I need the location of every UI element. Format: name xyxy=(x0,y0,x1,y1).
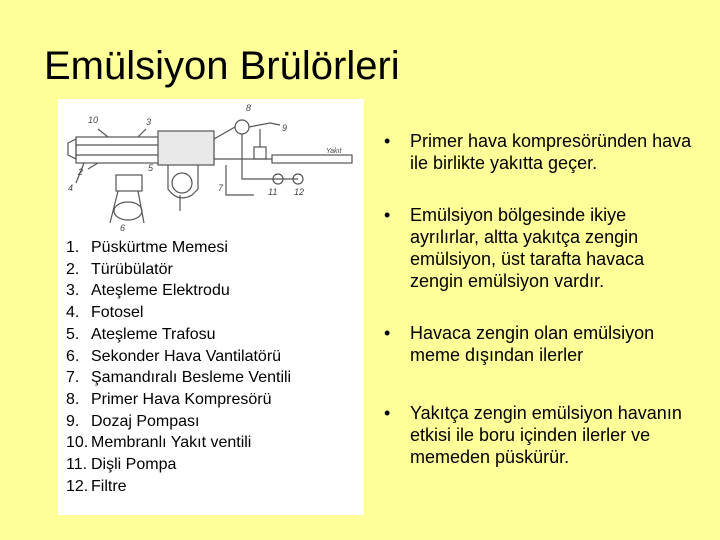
legend-text: Sekonder Hava Vantilatörü xyxy=(91,347,282,365)
legend-item xyxy=(66,367,291,389)
legend-number: 7. xyxy=(66,369,80,387)
legend-item xyxy=(66,432,291,454)
legend-text: Membranlı Yakıt ventili xyxy=(91,434,252,452)
legend-number: 6. xyxy=(66,347,80,365)
bullet-marker: • xyxy=(384,323,391,343)
bullet-marker: • xyxy=(384,205,391,225)
legend-number: 3. xyxy=(66,282,80,300)
diagram-label: 7 xyxy=(218,183,224,193)
emulsion-chamber xyxy=(158,131,214,165)
diagram-label: 8 xyxy=(246,103,252,113)
diagram-label: 2 xyxy=(78,167,84,177)
legend-item xyxy=(66,302,291,324)
bullet-marker: • xyxy=(384,131,391,151)
nozzle xyxy=(68,139,76,159)
legend-text: Dozaj Pompası xyxy=(91,412,200,430)
legend-text: Dişli Pompa xyxy=(91,456,177,474)
dosing-pump xyxy=(254,147,266,159)
legend-text: Püskürtme Memesi xyxy=(91,239,228,256)
diagram-label: 5 xyxy=(148,163,154,173)
legend-item xyxy=(66,476,291,498)
legend-number: 10. xyxy=(66,434,89,452)
legend-item xyxy=(66,411,291,433)
legend-number: 5. xyxy=(66,325,80,343)
diagram-label: 9 xyxy=(282,123,288,133)
legend-number: 11. xyxy=(66,456,88,474)
bullet-item xyxy=(380,322,695,366)
legend-text: Şamandıralı Besleme Ventili xyxy=(91,369,292,387)
compressor xyxy=(235,120,249,134)
legend-text: Ateşleme Elektrodu xyxy=(91,282,230,300)
blower xyxy=(114,202,142,220)
bullet-item xyxy=(380,204,695,292)
diagram-label: 3 xyxy=(146,117,152,127)
bullet-text: Havaca zengin olan emülsiyon meme dışından ilerler xyxy=(410,323,655,365)
legend-text: Ateşleme Trafosu xyxy=(91,325,216,343)
legend-item xyxy=(66,259,291,281)
legend-item xyxy=(66,454,291,476)
diagram-label: 10 xyxy=(88,115,99,125)
legend-item xyxy=(66,324,291,346)
legend-number: 12. xyxy=(66,477,89,495)
fan-circle xyxy=(172,173,192,193)
bullet-item xyxy=(380,130,695,174)
legend-text: Fotosel xyxy=(91,304,144,322)
bullet-text: Primer hava kompresöründen hava ile birlikte yakıtta geçer. xyxy=(410,131,692,173)
legend-item xyxy=(66,280,291,302)
bullet-text: Emülsiyon bölgesinde ikiye ayrılırlar, altta yakıtça zengin emülsiyon, üst tarafta havaca zengin emülsiyon vardır. xyxy=(410,205,645,291)
bullet-marker: • xyxy=(384,403,391,423)
legend-text: Primer Hava Kompresörü xyxy=(91,390,272,408)
burner-diagram xyxy=(58,99,364,235)
diagram-label: 11 xyxy=(268,187,278,197)
legend-number: 9. xyxy=(66,412,80,430)
diagram-label: 6 xyxy=(120,223,126,233)
legend-text: Filtre xyxy=(91,477,127,495)
diagram-label: 4 xyxy=(68,183,74,193)
legend-number: 4. xyxy=(66,304,80,322)
bullet-item xyxy=(380,402,695,468)
legend-item xyxy=(66,237,291,259)
diagram-label: 12 xyxy=(294,187,305,197)
parts-legend xyxy=(66,237,291,497)
fuel-pipe xyxy=(272,155,352,163)
transformer xyxy=(116,175,142,191)
bullet-text: Yakıtça zengin emülsiyon havanın etkisi ile boru içinden ilerler ve memeden püskürür. xyxy=(410,403,682,467)
diagram-label: Yakıt xyxy=(326,148,342,155)
legend-number: 1. xyxy=(66,239,80,256)
legend-text: Türübülatör xyxy=(91,260,173,278)
slide-title: Emülsiyon Brülörleri xyxy=(44,44,400,88)
legend-number: 8. xyxy=(66,390,80,408)
legend-number: 2. xyxy=(66,260,80,278)
burner-figure xyxy=(58,99,364,515)
bullet-list xyxy=(380,130,695,492)
legend-item xyxy=(66,389,291,411)
legend-item xyxy=(66,346,291,368)
